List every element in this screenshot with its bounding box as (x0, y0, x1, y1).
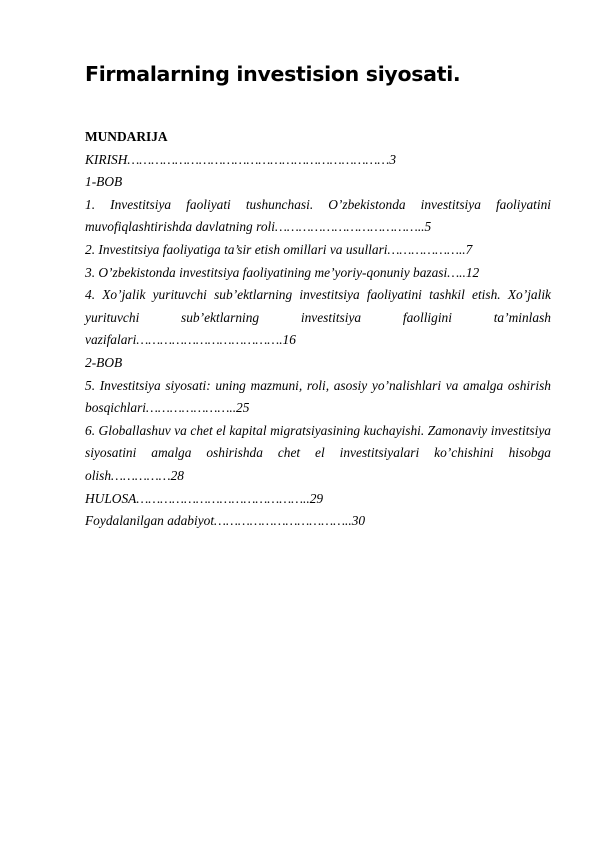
toc-chapter-1: 1-BOB (85, 174, 123, 190)
toc-chapter-2: 2-BOB (85, 354, 123, 370)
toc-entry-5: 5. Investitsiya siyosati: uning mazmuni, roli, asosiy yo’nalishlari va amalga oshirish bosqichlari…………………..25 (85, 377, 551, 416)
toc-entry-4: 4. Xo’jalik yurituvchi sub’ektlarning investitsiya faoliyatini tashkil etish. Xo’jalik yurituvchi sub’ektlarning investitsiya faolligini ta’minlash vazifalari……………………………….16 (85, 287, 551, 348)
toc-entry-hulosa: HULOSA……………………………………..29 (85, 490, 324, 506)
document-title: Firmalarning investision siyosati. (85, 62, 461, 86)
toc-entry-1: 1. Investitsiya faoliyati tushunchasi. O’zbekistonda investitsiya faoliyatini muvofiqlashtirishda davlatning roli………………………………..5 (85, 196, 551, 235)
toc-entry-6: 6. Globallashuv va chet el kapital migratsiyasining kuchayishi. Zamonaviy investitsiya siyosatini amalga oshirishda chet el investitsiyalari ko’chishini hisobga olish……………28 (85, 422, 551, 483)
toc-entry-kirish: KIRISH…………………………………………………………3 (85, 151, 397, 167)
toc-entry-adabiyot: Foydalanilgan adabiyot……………………………..30 (85, 513, 366, 529)
table-of-contents (85, 126, 551, 533)
toc-entry-3: 3. O’zbekistonda investitsiya faoliyatining me’yoriy-qonuniy bazasi…..12 (85, 264, 480, 280)
toc-entry-2: 2. Investitsiya faoliyatiga ta’sir etish omillari va usullari………………..7 (85, 241, 473, 257)
toc-heading: MUNDARIJA (85, 129, 168, 144)
